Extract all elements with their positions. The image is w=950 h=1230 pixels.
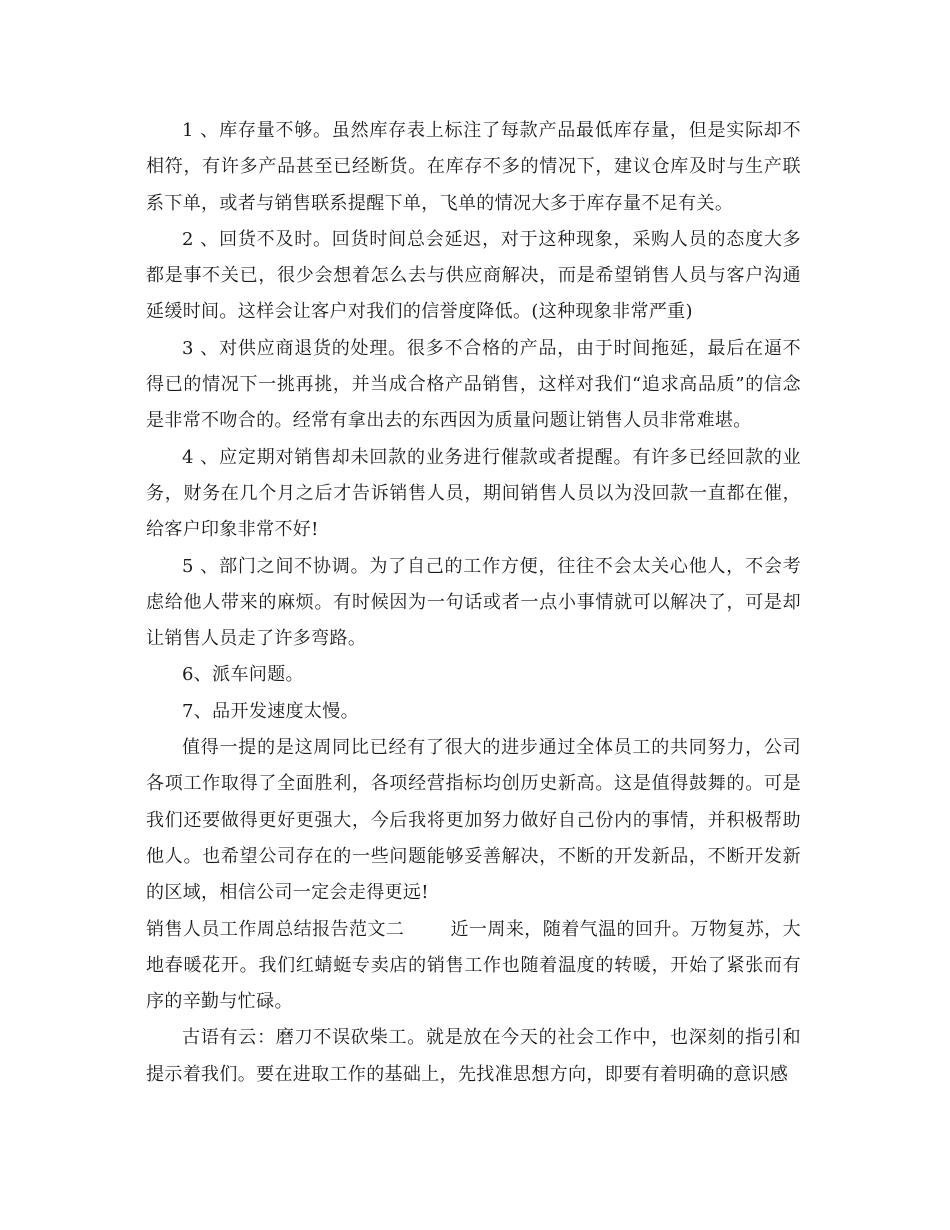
paragraph-product-development: 7、品开发速度太慢。	[182, 700, 359, 722]
paragraph-inventory: 1 、库存量不够。虽然库存表上标注了每款产品最低库存量，但是实际却不相符，有许多产品甚至已经断货。在库存不多的情况下，建议仓库及时与生产联系下单，或者与销售联系提醒下单，飞单的情况大多于库存量不足有关。	[146, 120, 801, 214]
paragraph-vehicle-dispatch: 6、派车问题。	[182, 664, 304, 686]
section-title: 销售人员工作周总结报告范文二	[146, 918, 405, 940]
paragraph-weekly-progress: 值得一提的是这周同比已经有了很大的进步通过全体员工的共同努力，公司各项工作取得了全面胜利，各项经营指标均创历史新高。这是值得鼓舞的。可是我们还要做得更好更强大，今后我将更加努力做好自己份内的事情，并积极帮助他人。也希望公司存在的一些问题能够妥善解决，不断的开发新品，不断开发新的区域，相信公司一定会走得更远!	[146, 737, 801, 904]
paragraph-department-coordination: 5 、部门之间不协调。为了自己的工作方便，往往不会太关心他人，不会考虑给他人带来的麻烦。有时候因为一句话或者一点小事情就可以解决了，可是却让销售人员走了许多弯路。	[146, 555, 801, 650]
paragraph-payment-collection: 4 、应定期对销售却未回款的业务进行催款或者提醒。有许多已经回款的业务，财务在几个月之后才告诉销售人员，期间销售人员以为没回款一直都在催，给客户印象非常不好!	[146, 446, 801, 541]
paragraph-restock-delay: 2 、回货不及时。回货时间总会延迟，对于这种现象，采购人员的态度大多都是事不关已，很少会想着怎么去与供应商解决，而是希望销售人员与客户沟通延缓时间。这样会让客户对我们的信誉度降低。(这种现象非常严重)	[146, 228, 801, 323]
paragraph-proverb: 古语有云：磨刀不误砍柴工。就是放在今天的社会工作中，也深刻的指引和提示着我们。要在进取工作的基础上，先找准思想方向，即要有着明确的意识感	[146, 1027, 801, 1085]
document-body	[146, 113, 801, 1093]
section-intro-text: 近一周来，随着气温的回升。万物复苏，大地春暖花开。我们红蜻蜓专卖店的销售工作也随着温度的转暖，开始了紧张而有序的辛勤与忙碌。	[146, 918, 801, 1013]
paragraph-supplier-returns: 3 、对供应商退货的处理。很多不合格的产品，由于时间拖延，最后在逼不得已的情况下一挑再挑，并当成合格产品销售，这样对我们“追求高品质”的信念是非常不吻合的。经常有拿出去的东西因为质量问题让销售人员非常难堪。	[146, 337, 801, 432]
section-two-paragraph	[146, 912, 801, 1021]
